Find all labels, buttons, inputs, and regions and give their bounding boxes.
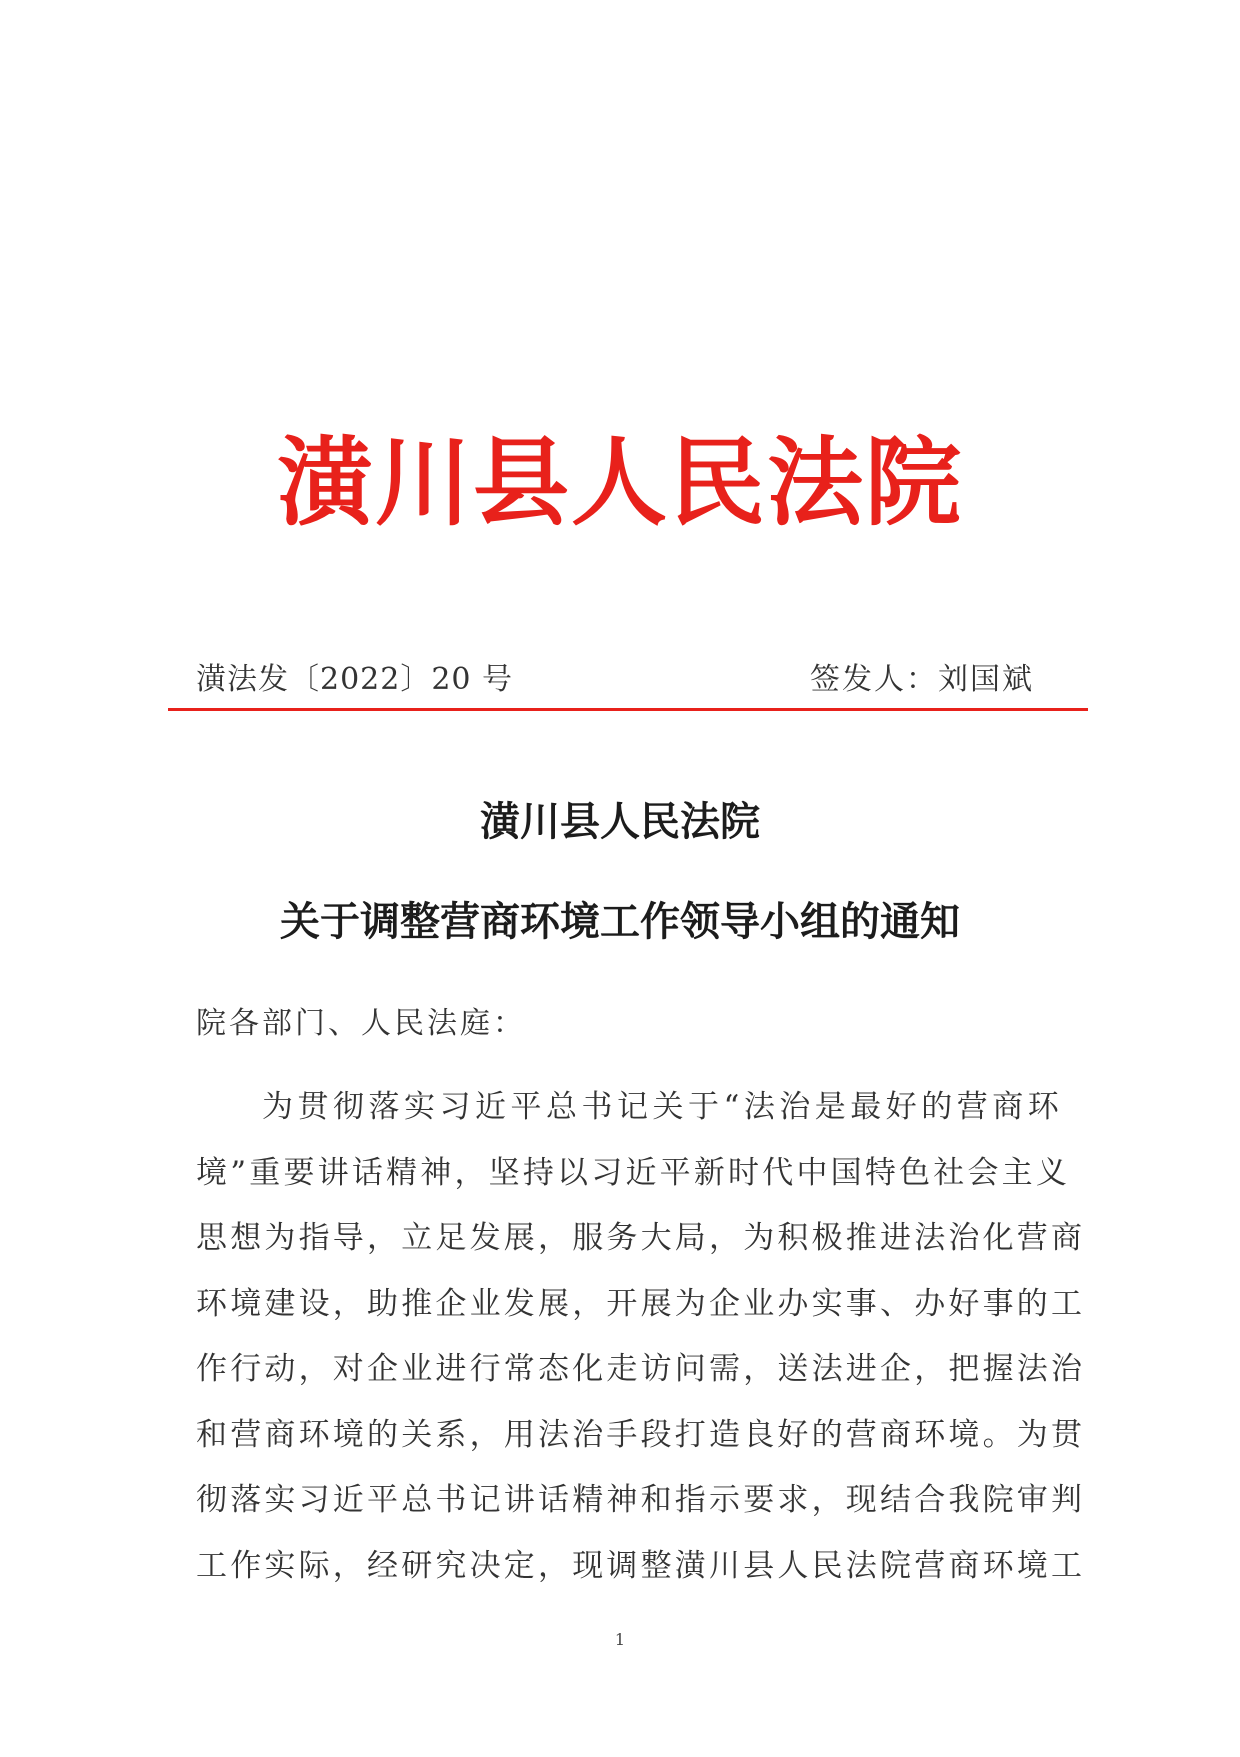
body-line: 思想为指导，立足发展，服务大局，为积极推进法治化营商 xyxy=(196,1220,1086,1256)
notice-title-line-2: 关于调整营商环境工作领导小组的通知 xyxy=(280,898,960,945)
red-separator-line xyxy=(168,708,1088,711)
notice-title-line-1: 潢川县人民法院 xyxy=(480,798,760,845)
body-line: 和营商环境的关系，用法治手段打造良好的营商环境。为贯 xyxy=(196,1416,1086,1453)
document-header-line xyxy=(196,660,1042,700)
document-number: 潢法发〔2022〕20 号 xyxy=(196,662,514,697)
body-line: 环境建设，助推企业发展，开展为企业办实事、办好事的工 xyxy=(196,1285,1086,1322)
court-masthead: 潢川县人民法院 xyxy=(277,426,963,539)
body-line: 作行动，对企业进行常态化走访问需，送法进企，把握法治 xyxy=(196,1351,1086,1387)
body-paragraph xyxy=(196,1075,1086,1599)
salutation: 院各部门、人民法庭： xyxy=(196,1006,526,1041)
body-line: 为贯彻落实习近平总书记关于“法治是最好的营商环 xyxy=(262,1089,1062,1125)
body-line: 彻落实习近平总书记讲话精神和指示要求，现结合我院审判 xyxy=(196,1482,1086,1518)
body-line: 工作实际，经研究决定，现调整潢川县人民法院营商环境工 xyxy=(196,1547,1086,1584)
signer: 签发人：刘国斌 xyxy=(810,662,1034,697)
body-line: 境”重要讲话精神，坚持以习近平新时代中国特色社会主义 xyxy=(196,1154,1071,1191)
page-number: 1 xyxy=(614,1630,626,1649)
